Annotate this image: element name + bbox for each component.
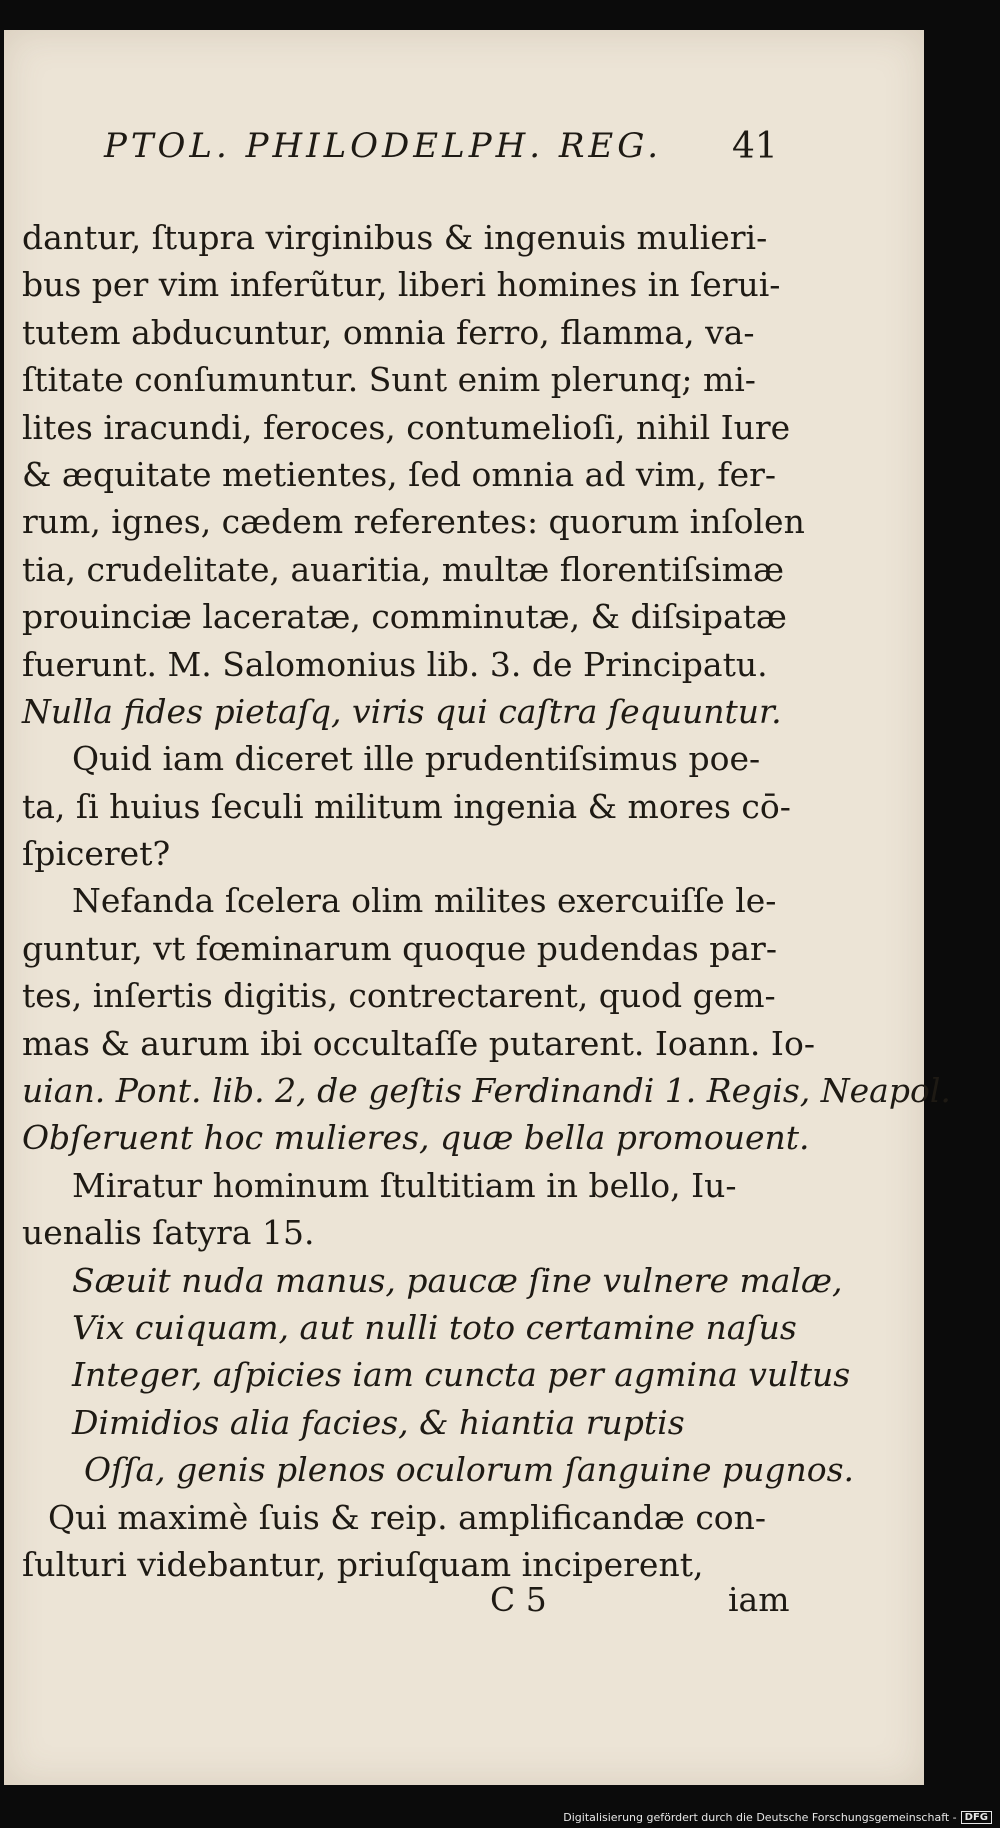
text-line: tutem abducuntur, omnia ferro, flamma, va- — [22, 312, 755, 352]
quote-line: Nulla fides pietaſq, viris qui caſtra ſequuntur. — [22, 691, 782, 731]
credit-text: Digitalisierung gefördert durch die Deutsche Forschungsgemeinschaft - — [563, 1811, 957, 1824]
verse-line: Dimidios alia facies, & hiantia ruptis — [72, 1402, 685, 1442]
text-line: tia, crudelitate, auaritia, multæ florentiſsimæ — [22, 549, 784, 589]
text-line: bus per vim inferũtur, liberi homines in ſerui- — [22, 265, 781, 305]
running-title: PTOL. PHILODELPH. REG. — [104, 126, 663, 166]
text-line: lites iracundi, feroces, contumelioſi, nihil Iure — [22, 407, 791, 447]
text-line: dantur, ſtupra virginibus & ingenuis mulieri- — [22, 218, 768, 257]
paragraph-start: Nefanda ſcelera olim milites exercuiſſe le- — [72, 881, 777, 921]
text-line: uenalis ſatyra 15. — [22, 1213, 315, 1253]
text-line: prouinciæ laceratæ, comminutæ, & diſsipatæ — [22, 597, 787, 637]
text-line: ſpiceret? — [22, 834, 171, 874]
catchword: iam — [728, 1580, 790, 1619]
text-line: tes, inſertis digitis, contrectarent, quod gem- — [22, 976, 776, 1016]
paragraph-start: Qui maximè ſuis & reip. amplificandæ con- — [48, 1497, 767, 1537]
page-number: 41 — [732, 126, 778, 167]
verse-line: Integer, aſpicies iam cuncta per agmina vultus — [72, 1355, 851, 1395]
text-line: guntur, vt fœminarum quoque pudendas par- — [22, 928, 777, 968]
dfg-logo: DFG — [961, 1811, 992, 1824]
citation-line: fuerunt. M. Salomonius lib. 3. de Principatu. — [22, 644, 768, 684]
book-page — [4, 30, 951, 1785]
text-line: ſtitate conſumuntur. Sunt enim plerunq; mi- — [22, 360, 756, 400]
verse-line: Oſſa, genis plenos oculorum ſanguine pugnos. — [84, 1450, 855, 1490]
text-line: & æquitate metientes, ſed omnia ad vim, fer- — [22, 454, 777, 494]
text-line: ta, ſi huius ſeculi militum ingenia & mores cō- — [22, 786, 791, 826]
text-line: rum, ignes, cædem referentes: quorum inſolen — [22, 502, 805, 542]
digitization-credit — [563, 1811, 992, 1824]
paragraph-start: Miratur hominum ſtultitiam in bello, Iu- — [72, 1165, 737, 1205]
quote-line: Obſeruent hoc mulieres, quæ bella promouent. — [22, 1118, 810, 1158]
text-line: mas & aurum ibi occultaſſe putarent. Ioann. Io- — [22, 1023, 815, 1063]
verse-line: Vix cuiquam, aut nulli toto certamine naſus — [72, 1307, 797, 1347]
body-text — [22, 214, 951, 1588]
citation-line: uian. Pont. lib. 2, de geſtis Ferdinandi 1. Regis, Neapol. — [22, 1071, 951, 1111]
signature-mark: C 5 — [490, 1580, 547, 1619]
text-line: ſulturi videbantur, priuſquam inciperent, — [22, 1544, 704, 1584]
paragraph-start: Quid iam diceret ille prudentiſsimus poe- — [72, 739, 761, 779]
verse-line: Sæuit nuda manus, paucæ ſine vulnere malæ, — [72, 1260, 843, 1300]
